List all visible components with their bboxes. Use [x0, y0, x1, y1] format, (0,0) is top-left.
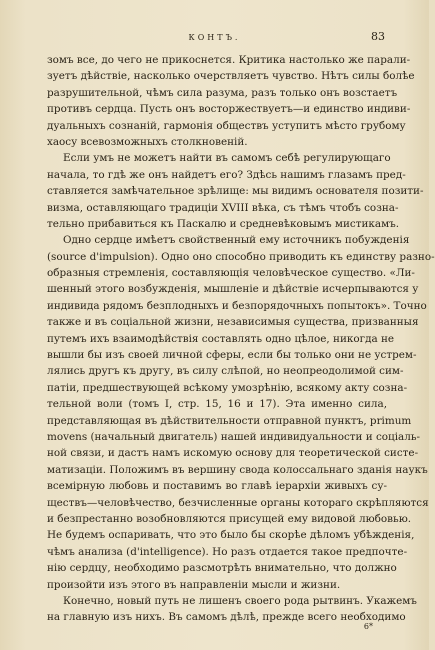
- running-head-title: КОНТЪ.: [188, 33, 241, 42]
- text-line: произойти изъ этого въ направленіи мысли и жизни.: [47, 578, 341, 591]
- text-line: представляющая въ дѣйствительности отправной пунктъ, primum: [47, 414, 412, 427]
- body-text: [47, 52, 435, 626]
- text-line: дуальныхъ сознаній, гармонія обществъ уступитъ мѣсто грубому: [47, 119, 406, 132]
- text-line: movens (начальный двигатель) нашей индивидуальности и соціаль-: [47, 430, 421, 443]
- text-line: и безпрестанно возобновляются присущей ему видовой любовью.: [47, 512, 412, 525]
- text-line: тельной воли (томъ I, стр. 15, 16 и 17). Эта именно сила,: [47, 398, 387, 411]
- page-number: 83: [371, 30, 385, 43]
- text-line: разрушительной, чѣмъ сила разума, разъ только онъ возстаетъ: [47, 86, 398, 99]
- text-line: всемірную любовь и поставимъ во главѣ іерархіи живыхъ су-: [47, 480, 387, 493]
- text-line: зомъ все, до чего не прикоснется. Критика настолько же парали-: [47, 54, 411, 66]
- text-line: визма, оставляющаго традиціи XVIII вѣка, съ тѣмъ чтобъ созна-: [47, 201, 399, 214]
- text-line: Конечно, новый путь не лишенъ своего рода рытвинъ. Укажемъ: [63, 594, 417, 607]
- text-line: путемъ ихъ взаимодѣйствія составлять одно цѣлое, никогда не: [47, 332, 395, 345]
- text-line: зуетъ дѣйствіе, насколько очерствляетъ чувство. Нѣтъ силы болѣе: [47, 70, 415, 83]
- text-line: нію сердцу, необходимо разсмотрѣть внимательно, что должно: [47, 562, 397, 575]
- text-line: лялись другъ къ другу, въ силу слѣпой, но неопреодолимой сим-: [47, 365, 404, 378]
- text-line: также и въ соціальной жизни, независимыя существа, призванныя: [47, 316, 419, 329]
- text-line: ставляется замѣчательное зрѣлище: мы видимъ основателя позити-: [47, 185, 424, 198]
- text-line: на главную изъ нихъ. Въ самомъ дѣлѣ, прежде всего необходимо: [47, 611, 406, 624]
- text-line: хаосу всевозможныхъ столкновеній.: [47, 135, 248, 148]
- text-line: чѣмъ анализа (d'intelligence). Но разъ отдается такое предпочте-: [47, 545, 408, 558]
- signature-mark: 6*: [363, 622, 373, 631]
- text-line: начала, то гдѣ же онъ найдетъ его? Здѣсь нашимъ глазамъ пред-: [47, 168, 406, 181]
- text-line: противъ сердца. Пусть онъ восторжествуетъ—и единство индиви-: [47, 103, 411, 116]
- text-line: Не будемъ оспаривать, что это было бы скорѣе дѣломъ убѣжденія,: [47, 529, 415, 542]
- text-line: патіи, предшествующей всѣкому умозрѣнію, всякому акту созна-: [47, 381, 408, 394]
- text-line: Одно сердце имѣетъ свойственный ему источникъ побужденія: [63, 234, 410, 247]
- text-line: шенный этого возбужденія, мышленіе и дѣйствіе исчерпываются у: [47, 283, 419, 296]
- text-line: ществъ—человѣчество, безчисленные органы котораго скрѣпляются: [47, 496, 429, 509]
- running-head: [40, 30, 389, 44]
- text-line: ной связи, и дастъ намъ искомую основу для теоретической систе-: [47, 447, 419, 460]
- text-line: матизаціи. Положимъ въ вершину сводa колоссальнаго зданія наукъ: [47, 463, 428, 476]
- text-line: образныя стремленія, составляющія человѣческое существо. «Ли-: [47, 267, 415, 280]
- text-line: вышли бы изъ своей личной сферы, если бы только они не устрем-: [47, 349, 417, 362]
- text-line: индивида рядомъ безплодныхъ и безпорядочныхъ попытокъ». Точно: [47, 299, 427, 312]
- text-line: Если умъ не можетъ найти въ самомъ себѣ регулирующаго: [63, 152, 391, 165]
- text-line: тельно прибавиться къ Паскалю и средневѣковымъ мистикамъ.: [47, 217, 400, 230]
- text-line: (source d'impulsion). Одно оно способно приводить къ единству разно-: [47, 250, 435, 263]
